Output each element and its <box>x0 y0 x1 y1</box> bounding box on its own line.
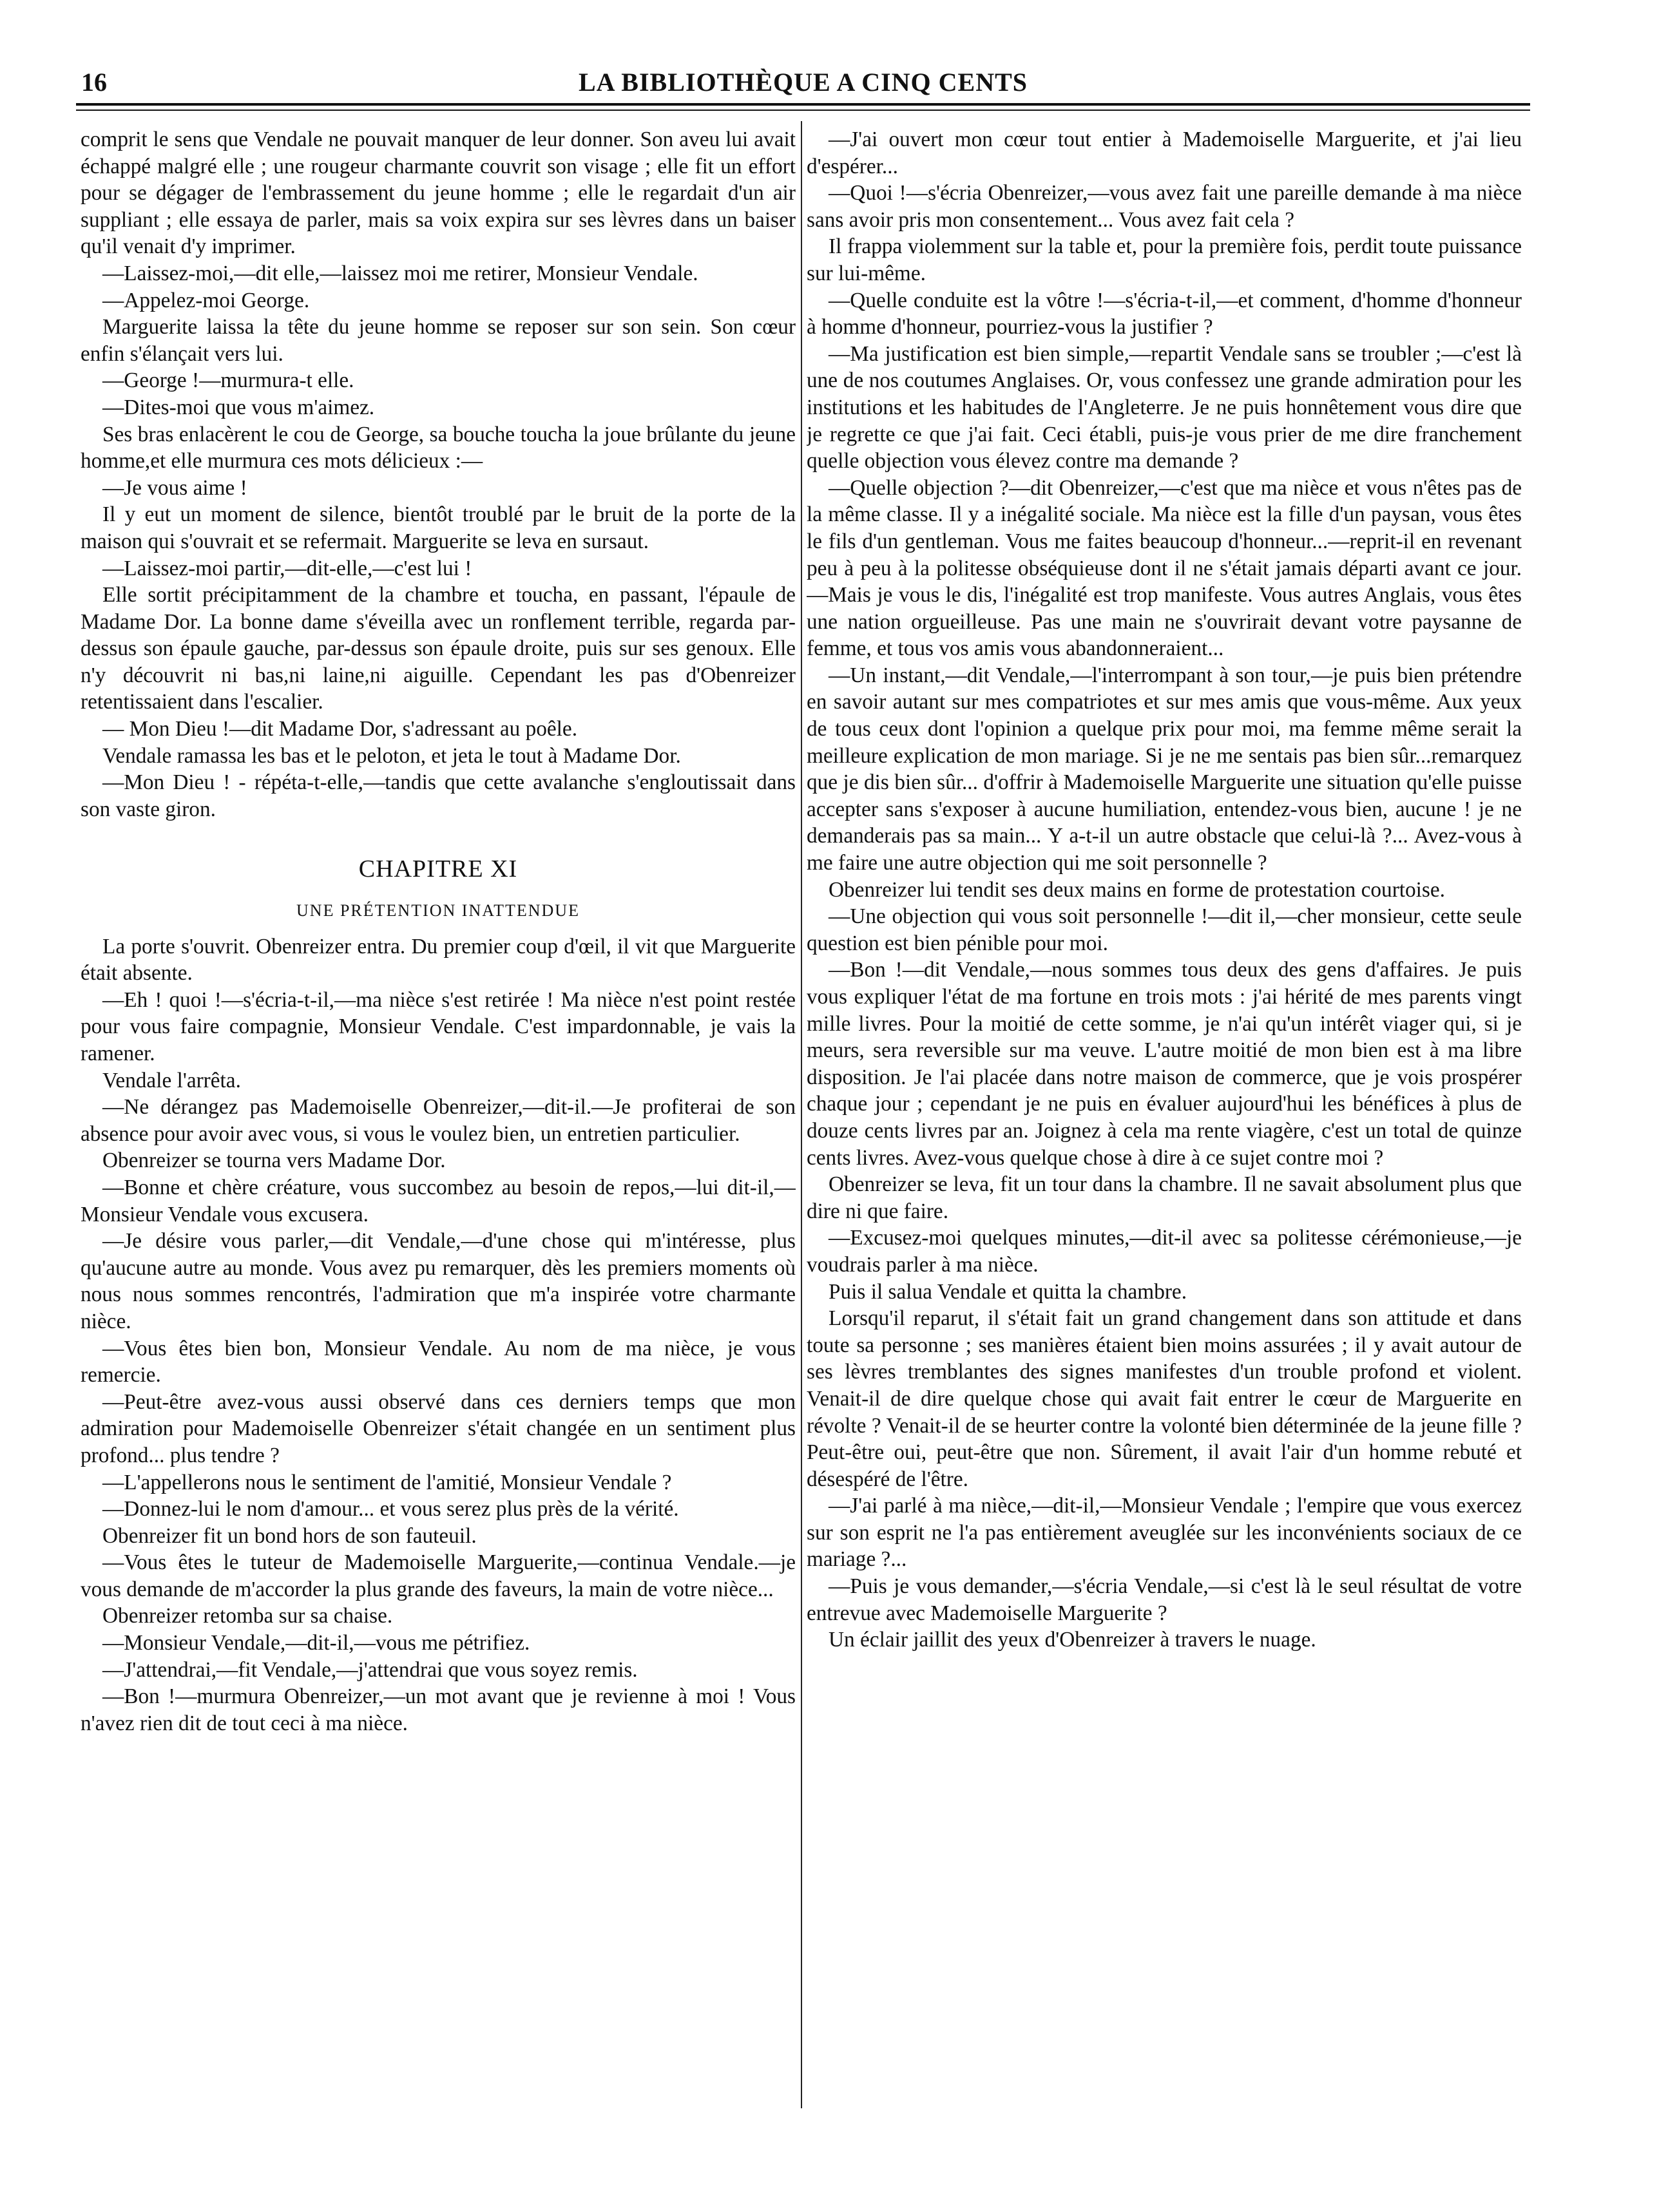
paragraph: Obenreizer fit un bond hors de son fauteuil. <box>102 1523 477 1548</box>
right-column <box>807 126 1522 2097</box>
header-rule-thin <box>76 110 1530 111</box>
paragraph: —Je désire vous parler,—dit Vendale,—d'une chose qui m'intéresse, plus qu'aucune autre au monde. Vous avez pu remarquer, dès les premiers moments où nous nous sommes rencontrés, l'admiration que m'a inspirée votre charmante nièce. <box>81 1229 796 1333</box>
page-header <box>76 63 1530 102</box>
paragraph: — Mon Dieu !—dit Madame Dor, s'adressant au poêle. <box>102 717 578 741</box>
running-title: LA BIBLIOTHÈQUE A CINQ CENTS <box>578 68 1028 97</box>
paragraph: —Vous êtes bien bon, Monsieur Vendale. Au nom de ma nièce, je vous remercie. <box>81 1336 796 1387</box>
paragraph: Vendale ramassa les bas et le peloton, et jeta le tout à Madame Dor. <box>102 743 681 768</box>
paragraph: Vendale l'arrêta. <box>102 1068 241 1092</box>
paragraph: —J'attendrai,—fit Vendale,—j'attendrai que vous soyez remis. <box>102 1657 638 1682</box>
paragraph: —Bon !—dit Vendale,—nous sommes tous deux des gens d'affaires. Je puis vous expliquer l'état de ma fortune en trois mots : j'ai hérité de mes parents vingt mille livres. Pour la moitié de cette somme, je n'ai qu'un intérêt viager qui, si je meurs, sera reversible sur ma veuve. L'autre moitié de mon bien est à ma libre disposition. Je l'ai placée dans notre maison de commerce, que je vois prospérer chaque jour ; cependant je ne puis en évaluer aujourd'hui les bénéfices à plus de douze cents livres par an. Joignez à cela ma rente viagère, c'est un total de quinze cents livres. Avez-vous quelque chose à dire à ce sujet contre moi ? <box>807 958 1522 1170</box>
paragraph: Il frappa violemment sur la table et, pour la première fois, perdit toute puissance sur lui-même. <box>807 234 1522 285</box>
paragraph: —Mon Dieu ! - répéta-t-elle,—tandis que cette avalanche s'engloutissait dans son vaste giron. <box>81 770 796 821</box>
paragraph: —Ma justification est bien simple,—repartit Vendale sans se troubler ;—c'est là une de nos coutumes Anglaises. Or, vous confessez une grande admiration pour les institutions et les habitudes de l'Angleterre. Je ne puis honnêtement vous dire que je regrette ce que j'ai fait. Ceci établi, puis-je vous prier de me dire franchement quelle objection vous élevez contre ma demande ? <box>807 341 1522 473</box>
paragraph: Lorsqu'il reparut, il s'était fait un grand changement dans son attitude et dans toute sa personne ; ses manières étaient bien moins assurées ; il y avait autour de ses lèvres tremblantes des signes manifestes d'un trouble profond et violent. Venait-il de dire quelque chose qui avait fait entrer le cœur de Marguerite en révolte ? Venait-il de se heurter contre la volonté bien déterminée de la jeune fille ? Peut-être oui, peut-être que non. Sûrement, il avait l'air d'un homme rebuté et désespéré de l'être. <box>807 1306 1522 1491</box>
chapter-subtitle: UNE PRÉTENTION INATTENDUE <box>296 901 580 920</box>
column-divider <box>801 121 802 2108</box>
left-column <box>81 126 796 2097</box>
paragraph: —Un instant,—dit Vendale,—l'interrompant à son tour,—je puis bien prétendre en savoir autant sur mes compatriotes et sur mes amis que vous-même. Aux yeux de tous ceux dont l'opinion a quelque prix pour moi, ma femme même serait la meilleure explication de mon mariage. Si je ne me sentais pas bien sûr...remarquez que je dis bien sûr... d'offrir à Mademoiselle Marguerite une situation qu'elle puisse accepter sans s'exposer à aucune humiliation, entendez-vous bien, aucune ! je ne demanderais pas sa main... Y a-t-il un autre obstacle que celui-là ?... Avez-vous à me faire une autre objection qui me soit personnelle ? <box>807 663 1522 875</box>
paragraph: La porte s'ouvrit. Obenreizer entra. Du premier coup d'œil, il vit que Marguerite était absente. <box>81 934 796 986</box>
paragraph: —Appelez-moi George. <box>102 288 310 312</box>
page-number: 16 <box>81 68 107 97</box>
paragraph: Elle sortit précipitamment de la chambre et toucha, en passant, l'épaule de Madame Dor. La bonne dame s'éveilla avec un ronflement terrible, regarda par-dessus son épaule gauche, par-dessus son épaule droite, puis sur ses genoux. Elle n'y découvrit ni bas,ni laine,ni aiguille. Cependant les pas d'Obenreizer retentissaient dans l'escalier. <box>81 583 796 714</box>
paragraph: —Bonne et chère créature, vous succombez au besoin de repos,—lui dit-il,—Monsieur Vendale vous excusera. <box>81 1175 796 1226</box>
left-column-text-before <box>81 126 796 823</box>
paragraph: —J'ai ouvert mon cœur tout entier à Mademoiselle Marguerite, et j'ai lieu d'espérer... <box>807 128 1522 178</box>
paragraph: Marguerite laissa la tête du jeune homme se reposer sur son sein. Son cœur enfin s'élançait vers lui. <box>81 315 796 366</box>
left-column-text-after <box>81 933 796 1737</box>
paragraph: —L'appellerons nous le sentiment de l'amitié, Monsieur Vendale ? <box>102 1470 672 1494</box>
paragraph: —Quelle objection ?—dit Obenreizer,—c'est que ma nièce et vous n'êtes pas de la même classe. Il y a inégalité sociale. Ma nièce est la fille d'un paysan, vous êtes le fils d'un gentleman. Vous me faites beaucoup d'honneur...—reprit-il en revenant peu à peu à la politesse obséquieuse dont il ne s'était jamais départi avant ce jour.—Mais je vous le dis, l'inégalité est trop manifeste. Vous autres Anglais, vous êtes une nation orgueilleuse. Pas une main ne s'ouvrirait devant votre paysanne de femme, et tous vos amis vous abandonneraient... <box>807 475 1522 661</box>
paragraph: —Puis je vous demander,—s'écria Vendale,—si c'est là le seul résultat de votre entrevue avec Mademoiselle Marguerite ? <box>807 1574 1522 1625</box>
right-column-text <box>807 126 1522 1654</box>
paragraph: —Vous êtes le tuteur de Mademoiselle Marguerite,—continua Vendale.—je vous demande de m'accorder la plus grande des faveurs, la main de votre nièce... <box>81 1550 796 1601</box>
paragraph: Obenreizer se leva, fit un tour dans la chambre. Il ne savait absolument plus que dire ni que faire. <box>807 1172 1522 1223</box>
paragraph: Obenreizer se tourna vers Madame Dor. <box>102 1149 446 1173</box>
paragraph: —Donnez-lui le nom d'amour... et vous serez plus près de la vérité. <box>102 1497 679 1521</box>
paragraph: —Quelle conduite est la vôtre !—s'écria-t-il,—et comment, d'homme d'honneur à homme d'honneur, pourriez-vous la justifier ? <box>807 288 1522 339</box>
paragraph: —Peut-être avez-vous aussi observé dans ces derniers temps que mon admiration pour Mademoiselle Obenreizer s'était changée en un sentiment plus profond... plus tendre ? <box>81 1389 796 1467</box>
paragraph: comprit le sens que Vendale ne pouvait manquer de leur donner. Son aveu lui avait échappé malgré elle ; une rougeur charmante couvrit son visage ; elle fit un effort pour se dégager de l'embrassement du jeune homme ; elle le regardait d'un air suppliant ; elle essaya de parler, mais sa voix expira sur ses lèvres dans un baiser qu'il venait d'y imprimer. <box>81 128 796 259</box>
paragraph: —J'ai parlé à ma nièce,—dit-il,—Monsieur Vendale ; l'empire que vous exercez sur son esprit ne l'a pas entièrement aveuglée sur les inconvénients sociaux de ce mariage ?... <box>807 1494 1522 1572</box>
paragraph: —Quoi !—s'écria Obenreizer,—vous avez fait une pareille demande à ma nièce sans avoir pris mon consentement... Vous avez fait cela ? <box>807 181 1522 232</box>
paragraph: Un éclair jaillit des yeux d'Obenreizer à travers le nuage. <box>829 1628 1316 1652</box>
paragraph: Ses bras enlacèrent le cou de George, sa bouche toucha la joue brûlante du jeune homme,et elle murmura ces mots délicieux :— <box>81 422 796 473</box>
chapter-title: CHAPITRE XI <box>358 855 518 883</box>
paragraph: —Laissez-moi partir,—dit-elle,—c'est lui ! <box>102 556 472 580</box>
paragraph: —Monsieur Vendale,—dit-il,—vous me pétrifiez. <box>102 1631 530 1655</box>
paragraph: —Excusez-moi quelques minutes,—dit-il avec sa politesse cérémonieuse,—je voudrais parler à ma nièce. <box>807 1226 1522 1277</box>
paragraph: Puis il salua Vendale et quitta la chambre. <box>829 1279 1187 1304</box>
paragraph: —George !—murmura-t elle. <box>102 368 354 393</box>
paragraph: —Ne dérangez pas Mademoiselle Obenreizer,—dit-il.—Je profiterai de son absence pour avoir avec vous, si vous le voulez bien, un entretien particulier. <box>81 1095 796 1146</box>
paragraph: Il y eut un moment de silence, bientôt troublé par le bruit de la porte de la maison qui s'ouvrait et se refermait. Marguerite se leva en sursaut. <box>81 502 796 553</box>
paragraph: —Je vous aime ! <box>102 475 247 500</box>
header-rule-thick <box>76 103 1530 106</box>
paragraph: Obenreizer retomba sur sa chaise. <box>102 1604 393 1628</box>
paragraph: —Eh ! quoi !—s'écria-t-il,—ma nièce s'est retirée ! Ma nièce n'est point restée pour vous faire compagnie, Monsieur Vendale. C'est impardonnable, je vais la ramener. <box>81 987 796 1065</box>
paragraph: —Dites-moi que vous m'aimez. <box>102 395 375 419</box>
paragraph: —Bon !—murmura Obenreizer,—un mot avant que je revienne à moi ! Vous n'avez rien dit de tout ceci à ma nièce. <box>81 1684 796 1735</box>
paragraph: —Laissez-moi,—dit elle,—laissez moi me retirer, Monsieur Vendale. <box>102 261 698 285</box>
paragraph: Obenreizer lui tendit ses deux mains en forme de protestation courtoise. <box>829 877 1445 902</box>
paragraph: —Une objection qui vous soit personnelle !—dit il,—cher monsieur, cette seule question est bien pénible pour moi. <box>807 904 1522 955</box>
